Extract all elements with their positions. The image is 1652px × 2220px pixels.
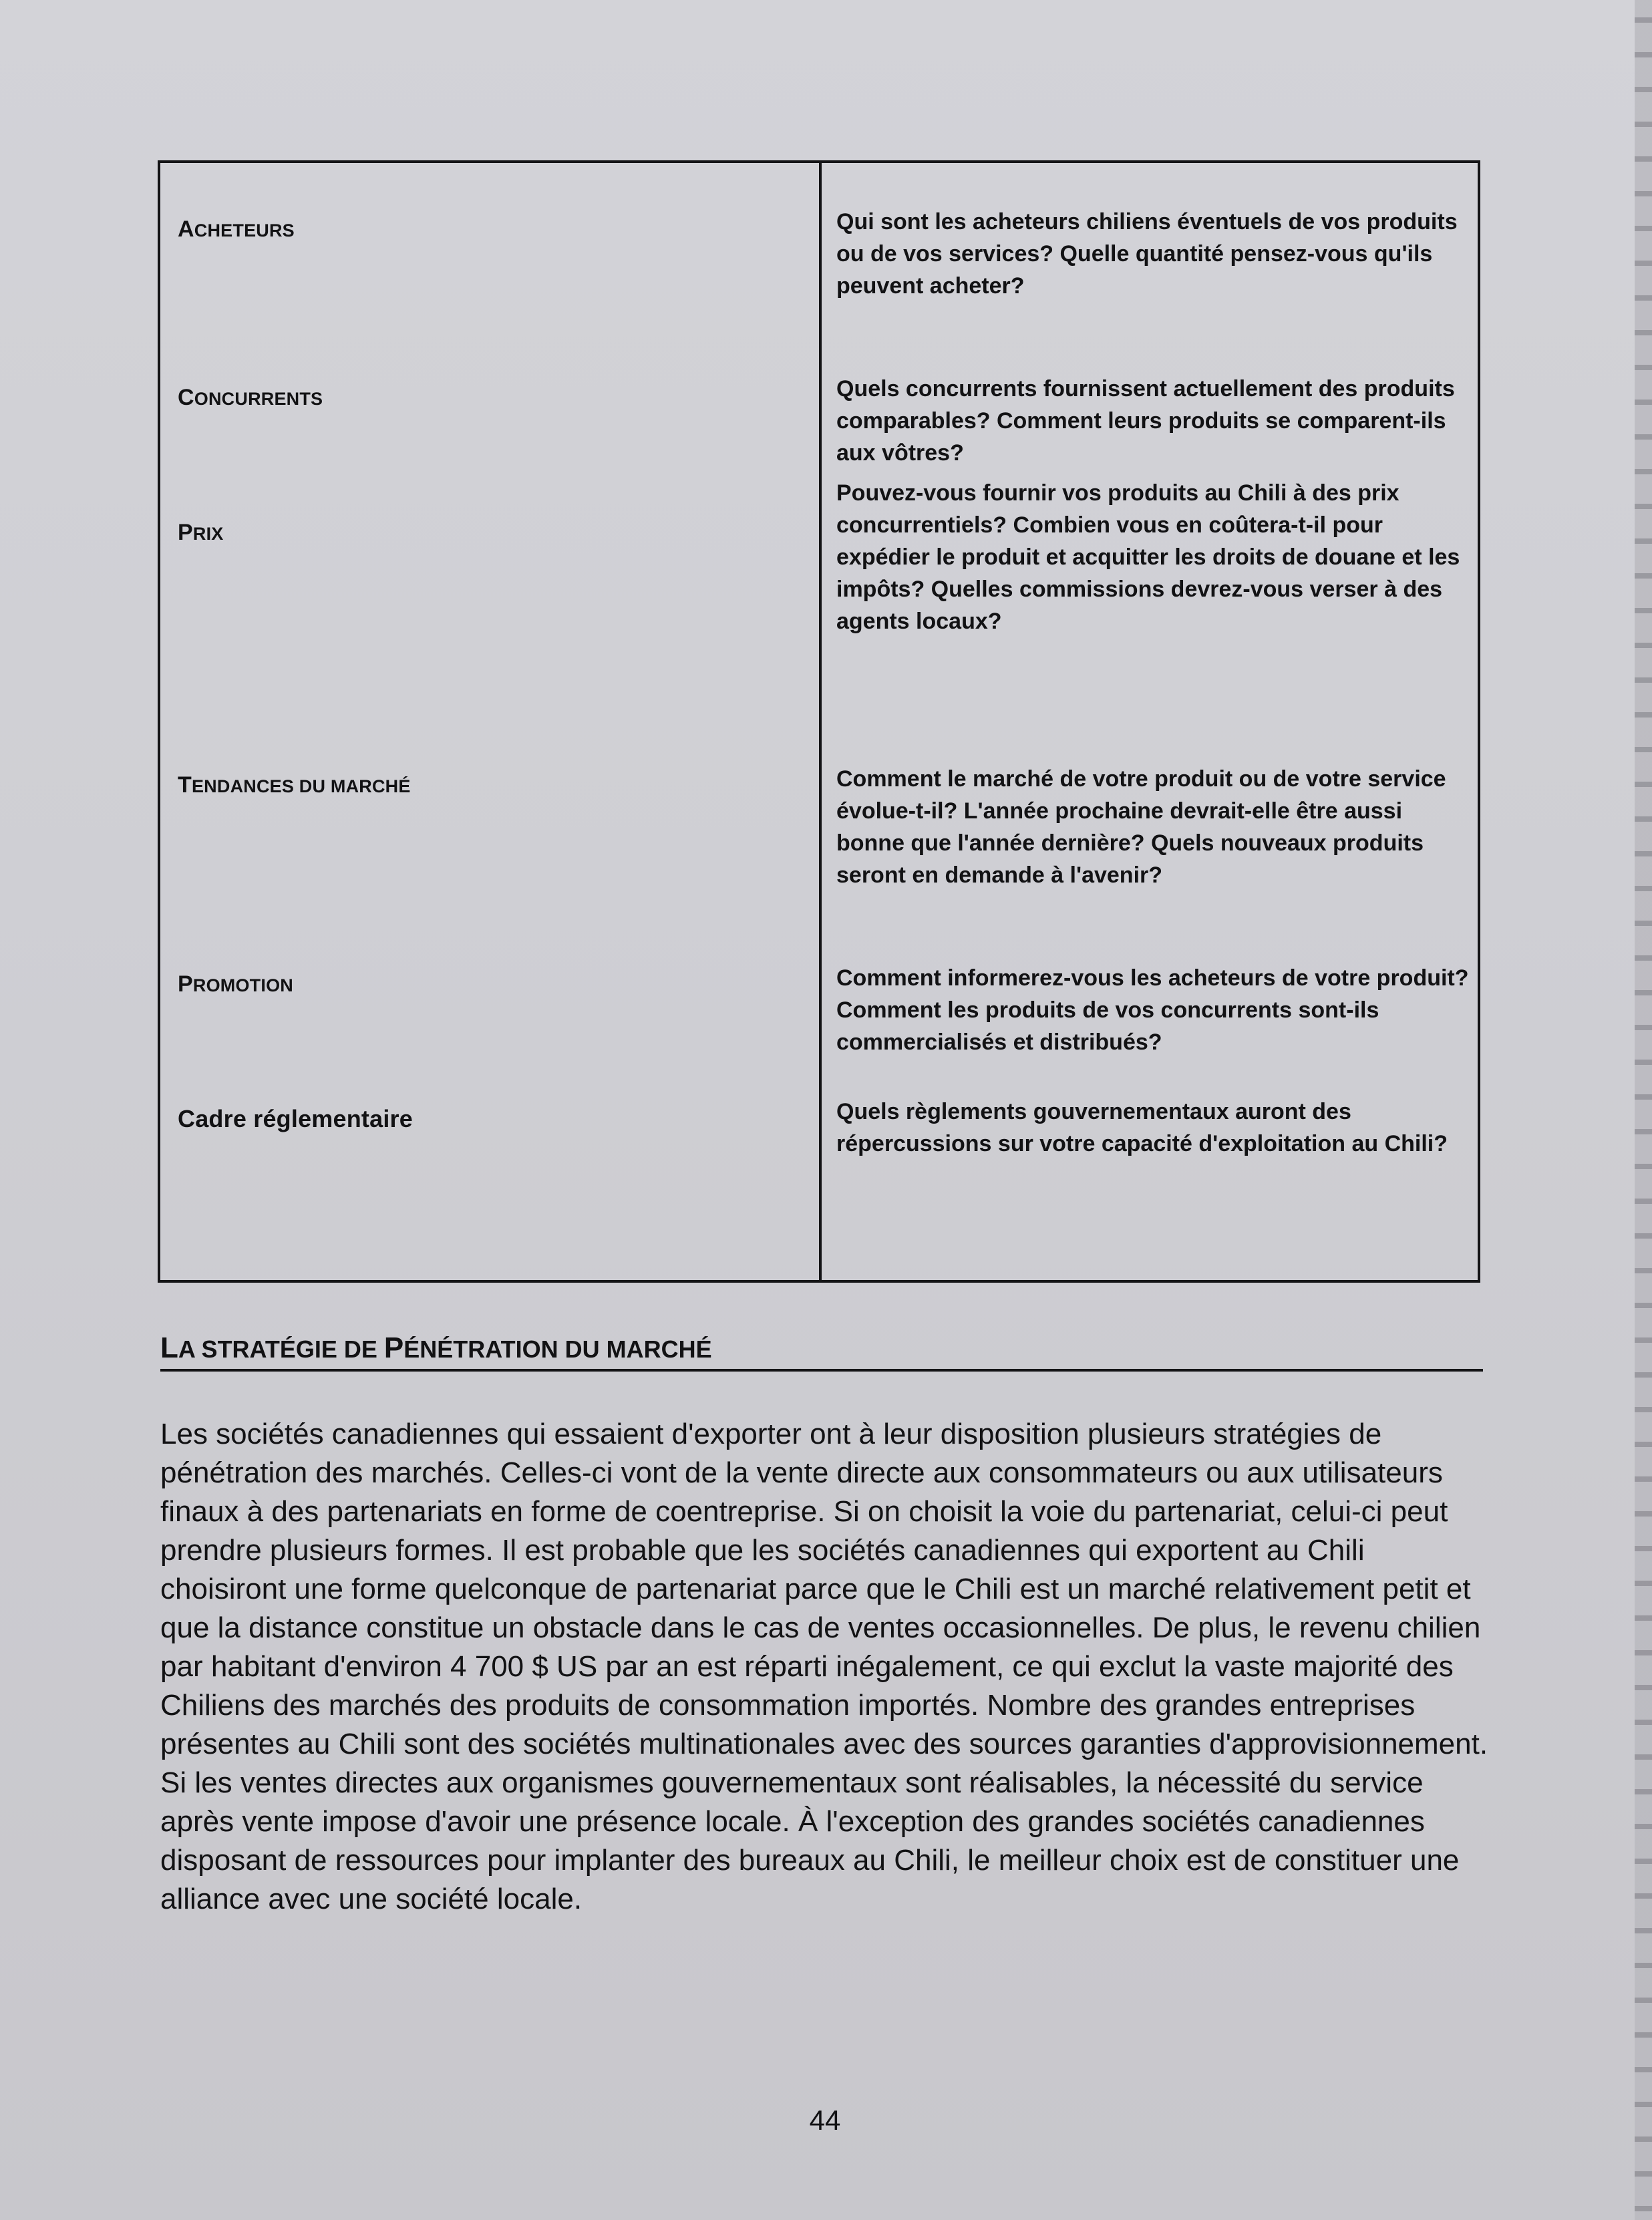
row-question-tendances: Comment le marché de votre produit ou de votre service évolue-t-il? L'année prochaine devrait-elle être aussi bonne que l'année dernière? Quels nouveaux produits seront en demande à l'avenir? (836, 766, 1446, 888)
row-question-cadre: Quels règlements gouvernementaux auront des répercussions sur votre capacité d'exploitation au Chili? (836, 1099, 1448, 1156)
row-question-concurrents: Quels concurrents fournissent actuellement des produits comparables? Comment leurs produits se comparent-ils aux vôtres? (836, 376, 1455, 466)
page-number: 44 (809, 2104, 841, 2136)
section-title: LA STRATÉGIE DE PÉNÉTRATION DU MARCHÉ (160, 1331, 1483, 1372)
row-label-acheteurs: ACHETEURS (178, 216, 295, 242)
row-label-concurrents: CONCURRENTS (178, 385, 323, 410)
row-question-promotion: Comment informerez-vous les acheteurs de votre produit? Comment les produits de vos concurrents sont-ils commercialisés et distribués? (836, 965, 1469, 1055)
row-label-cadre: Cadre réglementaire (178, 1105, 413, 1132)
spiral-binding (1635, 0, 1652, 2220)
row-question-prix: Pouvez-vous fournir vos produits au Chili à des prix concurrentiels? Combien vous en coûtera-t-il pour expédier le produit et acquitter les droits de douane et les impôts? Quelles commissions devrez-vous verser à des agents locaux? (836, 480, 1460, 634)
market-questions-table (158, 160, 1480, 1283)
table-column-divider (819, 163, 822, 1280)
row-question-acheteurs: Qui sont les acheteurs chiliens éventuels de vos produits ou de vos services? Quelle quantité pensez-vous qu'ils peuvent acheter? (836, 209, 1458, 299)
row-label-tendances: TENDANCES DU MARCHÉ (178, 772, 411, 798)
row-label-prix: PRIX (178, 520, 224, 545)
section-body-paragraph: Les sociétés canadiennes qui essaient d'exporter ont à leur disposition plusieurs stratégies de pénétration des marchés. Celles-ci vont de la vente directe aux consommateurs ou aux utilisateurs finaux à des partenariats en forme de coentreprise. Si on choisit la voie du partenariat, celui-ci peut prendre plusieurs formes. Il est probable que les sociétés canadiennes qui exportent au Chili choisiront une forme quelconque de partenariat parce que le Chili est un marché relativement petit et que la distance constitue un obstacle dans le cas de ventes occasionnelles. De plus, le revenu chilien par habitant d'environ 4 700 $ US par an est réparti inégalement, ce qui exclut la vaste majorité des Chiliens des marchés des produits de consommation importés. Nombre des grandes entreprises présentes au Chili sont des sociétés multinationales avec des sources garanties d'approvisionnement. Si les ventes directes aux organismes gouvernementaux sont réalisables, la nécessité du service après vente impose d'avoir une présence locale. À l'exception des grandes sociétés canadiennes disposant de ressources pour implanter des bureaux au Chili, le meilleur choix est de constituer une alliance avec une société locale. (160, 1418, 1488, 1915)
row-label-promotion: PROMOTION (178, 971, 293, 997)
